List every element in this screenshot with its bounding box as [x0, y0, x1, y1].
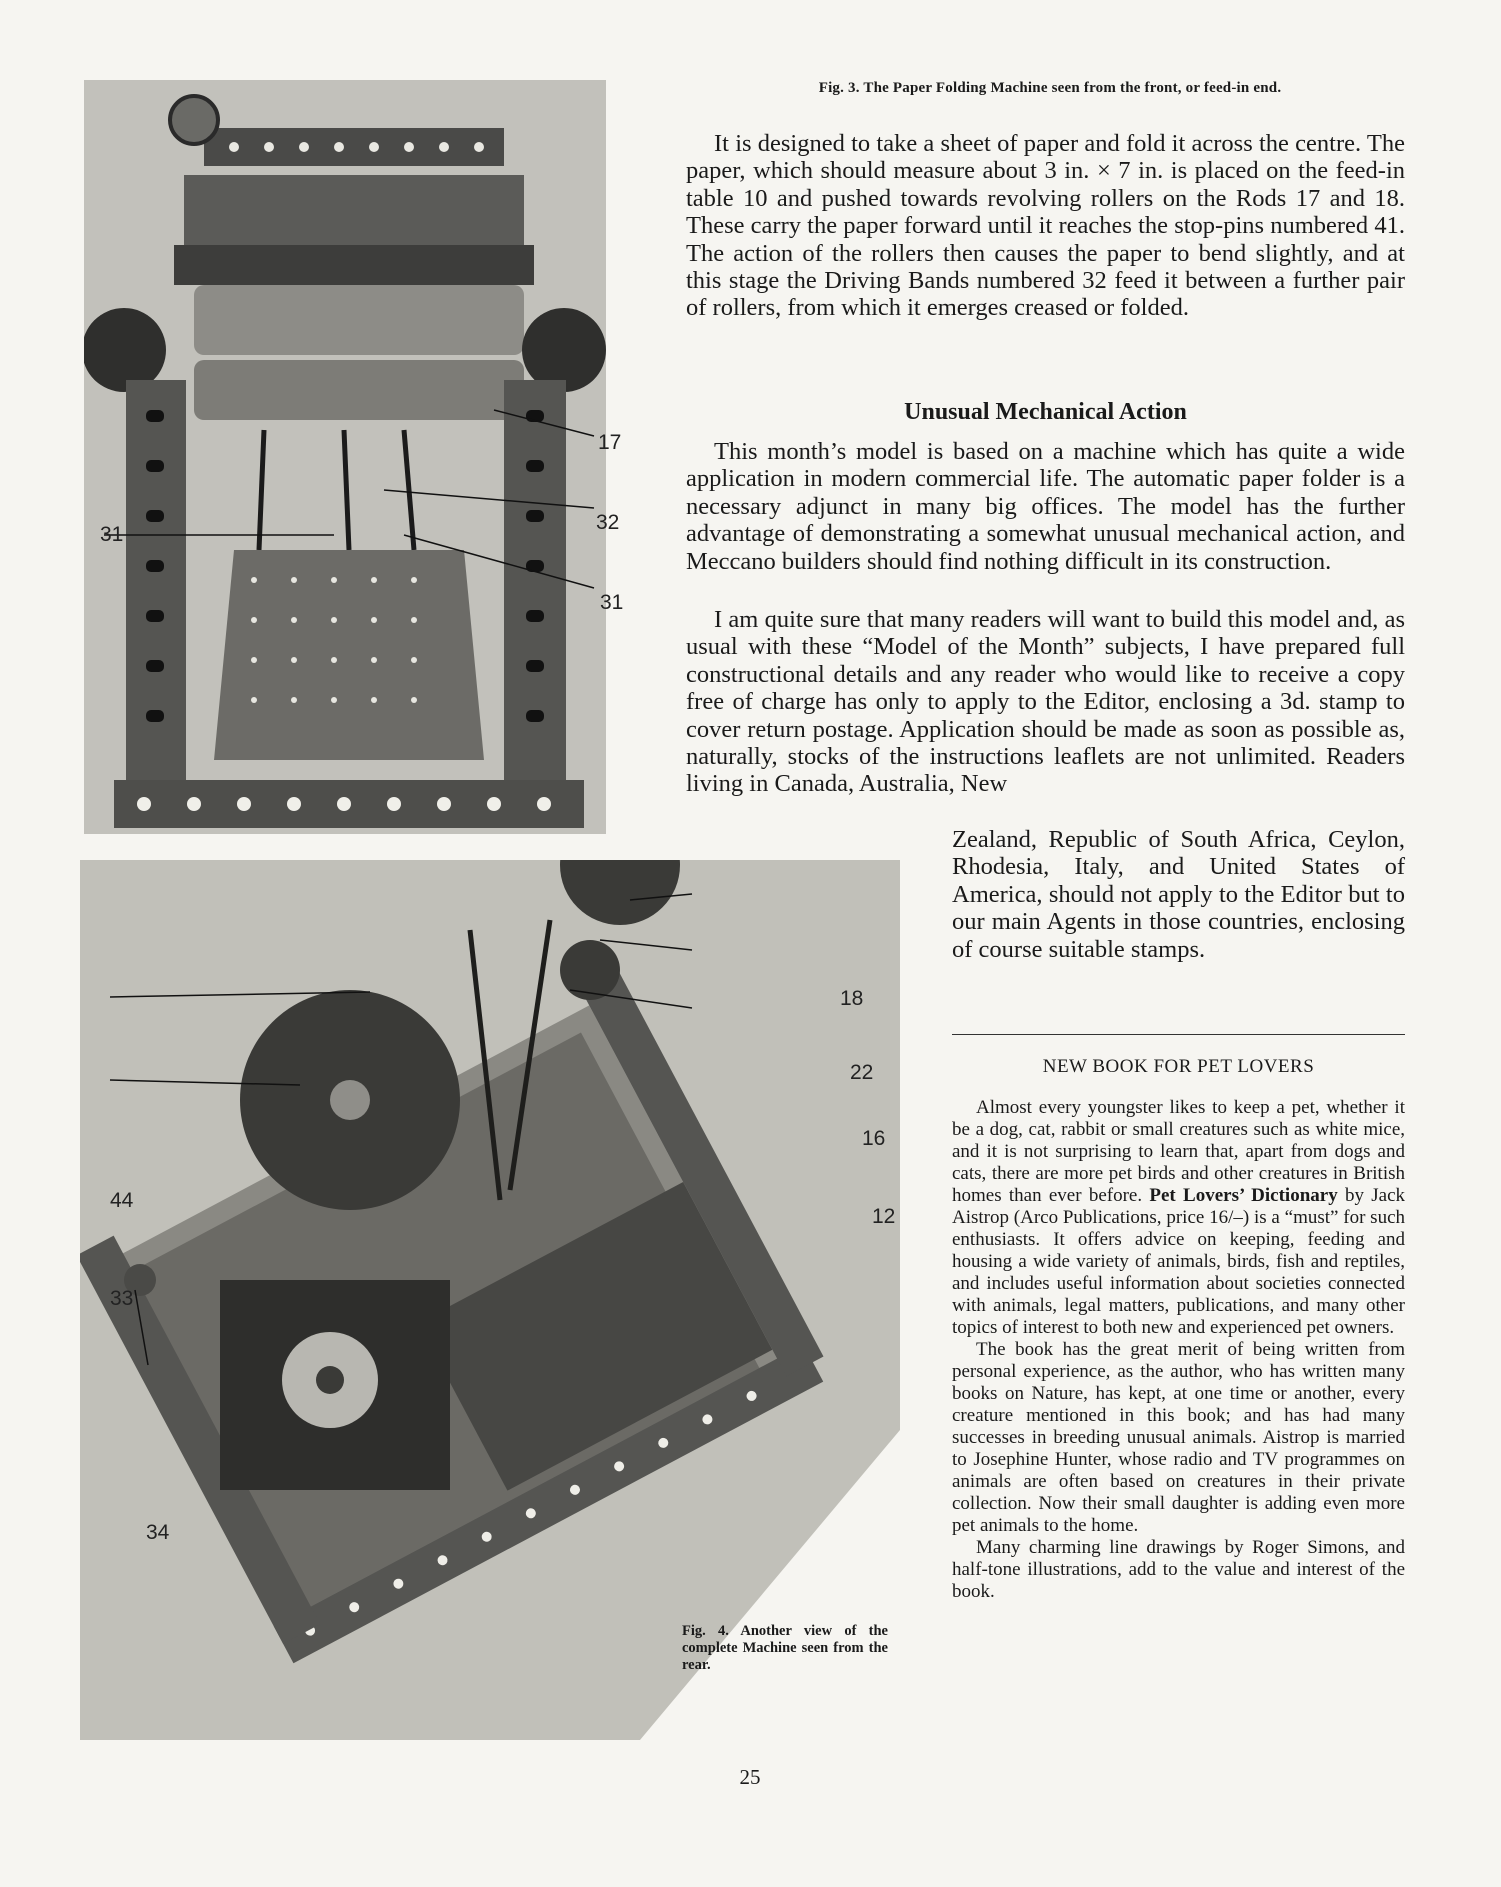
section-paragraph-1 [686, 438, 1405, 575]
callout-31-right: 31 [600, 591, 624, 614]
intro-paragraph [686, 130, 1405, 322]
callout-18: 18 [840, 987, 864, 1010]
intro-text: It is designed to take a sheet of paper and fold it across the centre. The paper, which should measure about 3 in. × 7 in. is placed on the feed-in table 10 and pushed towards revolving rollers on the Rods 17 and 18. These carry the paper forward until it reaches the stop-pins numbered 41. The action of the rollers then causes the paper to bend slightly, and at this stage the Driving Bands numbered 32 feed it between a further pair of rollers, from which it emerges creased or folded. [686, 130, 1405, 322]
book-paragraph-2: The book has the great merit of being written from personal experience, as the author, who has written many books on Nature, has kept, at one time or another, every creature mentioned in this book; and has had many successes in breeding unusual animals. Aistrop is married to Josephine Hunter, whose radio and TV programmes on animals are often based on creatures in their private collection. Now their small daughter is adding even more pet animals to the home. [952, 1339, 1405, 1536]
machine-rear-illustration [80, 860, 900, 1740]
callout-22: 22 [850, 1061, 874, 1084]
book-title: Pet Lovers’ Dictionary [1149, 1185, 1338, 1206]
callout-16: 16 [862, 1127, 886, 1150]
figure-3-photo [84, 80, 606, 834]
book-paragraph-1-start: Almost every youngster likes to keep a pet, whether it be a dog, cat, rabbit or small creatures such as white mice, and it is not surprising to learn that, apart from dogs and cats, there are more pet birds and other creatures in British homes than ever before. [952, 1097, 1405, 1206]
figure-3-caption: Fig. 3. The Paper Folding Machine seen from the front, or feed-in end. [818, 80, 1282, 96]
figure-4-photo [80, 860, 900, 1740]
callout-32: 32 [596, 511, 620, 534]
section-paragraph-2-text: I am quite sure that many readers will want to build this model and, as usual with these “Model of the Month” subjects, I have prepared full constructional details and any reader who would like to receive a copy free of charge has only to apply to the Editor, enclosing a 3d. stamp to cover return postage. Application should be made as soon as possible as, naturally, stocks of the instructions leaflets are not unlimited. Readers living in Canada, Australia, New [686, 606, 1405, 798]
machine-front-illustration [84, 80, 606, 834]
book-review [952, 1097, 1405, 1603]
page-number: 25 [739, 1765, 761, 1789]
section-paragraph-2 [686, 606, 1405, 798]
callout-31-left: 31 [100, 523, 124, 546]
callout-12: 12 [872, 1205, 896, 1228]
figure-4-caption: Fig. 4. Another view of the complete Machine seen from the rear. [682, 1623, 888, 1673]
book-paragraph-3: Many charming line drawings by Roger Simons, and half-tone illustrations, add to the value and interest of the book. [952, 1537, 1405, 1602]
section-heading: Unusual Mechanical Action [904, 399, 1187, 425]
book-paragraph-1 [952, 1097, 1405, 1339]
callout-34: 34 [146, 1521, 170, 1544]
book-heading: NEW BOOK FOR PET LOVERS [1042, 1056, 1315, 1077]
callout-44: 44 [110, 1189, 134, 1212]
book-paragraph-1-end: by Jack Aistrop (Arco Publications, price 16/–) is a “must” for such enthusiasts. It offers advice on keeping, feeding and housing a wide variety of animals, birds, fish and reptiles, and includes useful information about societies connected with animals, legal matters, publications, and many other topics of interest to both new and experienced pet owners. [952, 1185, 1406, 1338]
section-paragraph-1-text: This month’s model is based on a machine which has quite a wide application in modern commercial life. The automatic paper folder is a necessary adjunct in many big offices. The model has the further advantage of demonstrating a somewhat unusual mechanical action, and Meccano builders should find nothing difficult in its construction. [686, 438, 1405, 575]
callout-33: 33 [110, 1287, 134, 1310]
section-paragraph-2-continued: Zealand, Republic of South Africa, Ceylon, Rhodesia, Italy, and United States of America, should not apply to the Editor but to our main Agents in those countries, enclosing of course suitable stamps. [952, 826, 1405, 963]
section-divider [952, 1034, 1405, 1035]
callout-17: 17 [598, 431, 622, 454]
